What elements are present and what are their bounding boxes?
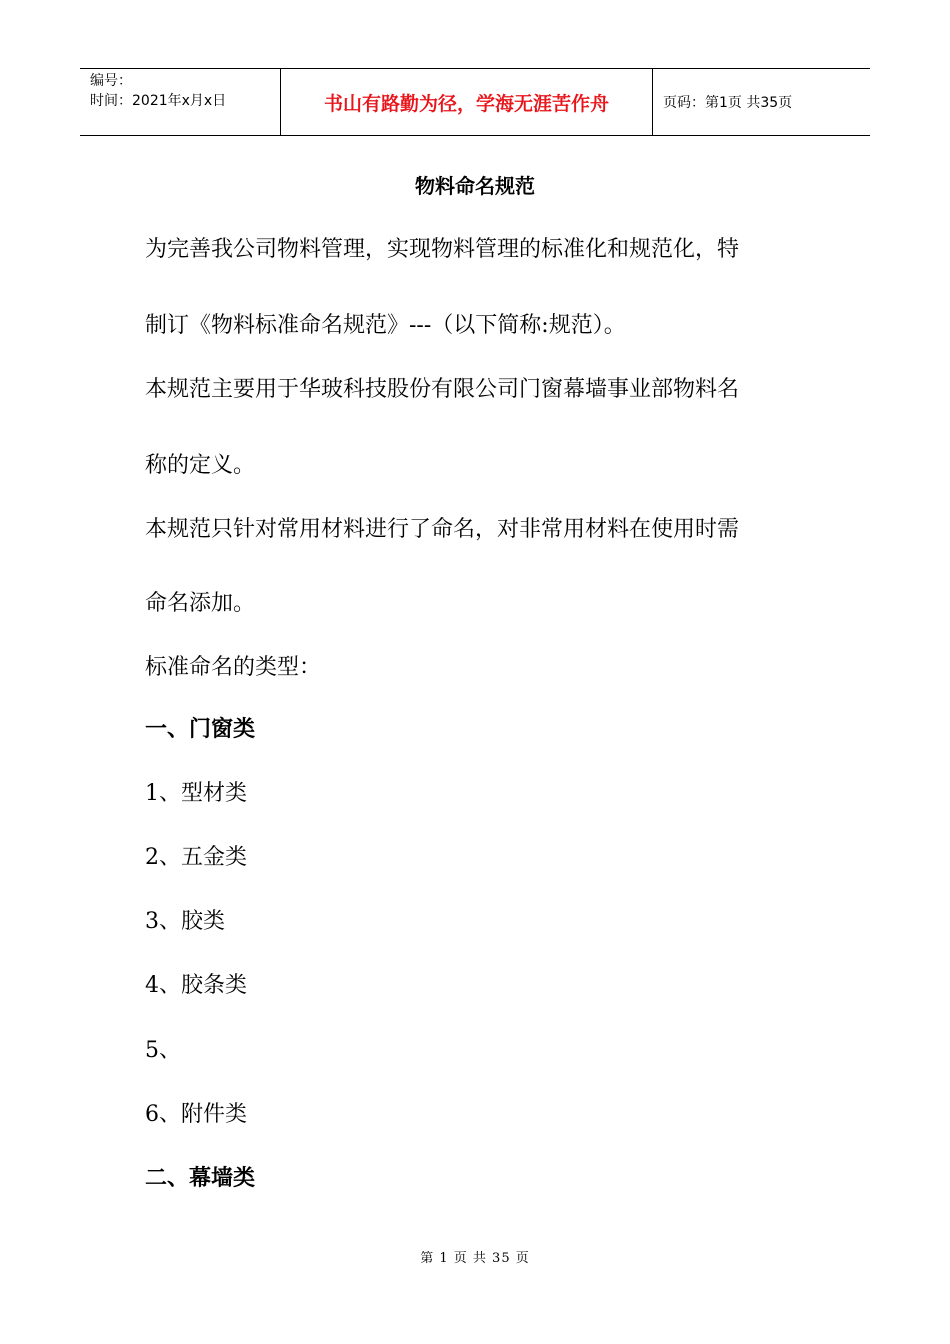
header-left-cell [80, 69, 280, 135]
section-heading: 二、幕墙类 [145, 1165, 256, 1191]
body-line: 本规范只针对常用材料进行了命名，对非常用材料在使用时需 [145, 517, 740, 542]
header-motto: 书山有路勤为径，学海无涯苦作舟 [280, 69, 653, 135]
list-item: 4、胶条类 [145, 973, 247, 998]
list-item: 6、附件类 [145, 1102, 247, 1127]
section-heading: 一、门窗类 [145, 716, 256, 742]
page-header [80, 68, 870, 136]
list-item: 3、胶类 [145, 909, 225, 934]
date-label: 时间：2021年x月x日 [90, 93, 227, 109]
body-line: 命名添加。 [145, 591, 256, 616]
list-item: 1、型材类 [145, 781, 247, 806]
list-item: 5、 [145, 1038, 181, 1063]
body-line: 为完善我公司物料管理，实现物料管理的标准化和规范化，特 [145, 237, 740, 262]
body-line: 制订《物料标准命名规范》---（以下简称:规范）。 [145, 313, 626, 338]
document-title: 物料命名规范 [415, 174, 535, 198]
list-item: 2、五金类 [145, 845, 247, 870]
body-line: 标准命名的类型： [145, 655, 322, 680]
page-footer: 第 1 页 共 35 页 [420, 1251, 530, 1266]
body-line: 本规范主要用于华玻科技股份有限公司门窗幕墙事业部物料名 [145, 377, 740, 402]
body-line: 称的定义。 [145, 453, 256, 478]
header-page-info: 页码：第1页 共35页 [663, 95, 793, 111]
number-label: 编号： [90, 73, 132, 89]
